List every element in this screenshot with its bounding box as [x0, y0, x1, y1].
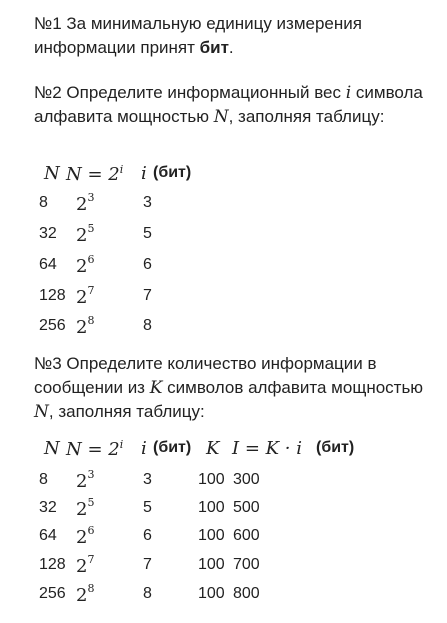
header-formula-exp: i: [119, 163, 124, 176]
cell-power: [76, 253, 94, 277]
cell-N: 32: [39, 225, 57, 242]
task3-text: [34, 352, 434, 424]
task2-text-a: №2 Определите информационный вес: [34, 83, 346, 102]
cell-K: 100: [198, 556, 225, 573]
header-unit2: (бит): [316, 439, 355, 456]
cell-i: 3: [143, 194, 152, 211]
cell-power: [76, 524, 94, 548]
task1-bold-term: бит: [199, 38, 229, 57]
power-base: 2: [76, 317, 88, 338]
cell-N: 8: [39, 471, 48, 488]
cell-i: 5: [143, 499, 152, 516]
cell-N: 64: [39, 256, 57, 273]
cell-K: 100: [198, 585, 225, 602]
task3-text-a: №3 Определите количество информации в сообщении из: [34, 354, 377, 397]
header-unit: (бит): [153, 164, 192, 181]
cell-i: 3: [143, 471, 152, 488]
cell-i: 8: [143, 585, 152, 602]
header-K: K: [206, 438, 220, 459]
header-formula: [66, 163, 123, 185]
power-exp: 8: [87, 582, 95, 595]
power-exp: 5: [87, 222, 95, 235]
cell-power: [76, 468, 94, 492]
power-exp: 5: [87, 496, 95, 509]
cell-K: 100: [198, 499, 225, 516]
power-base: 2: [76, 256, 88, 277]
header-N: N: [44, 163, 60, 184]
cell-power: [76, 314, 94, 338]
cell-N: 128: [39, 287, 66, 304]
power-base: 2: [76, 585, 88, 606]
task2-var-i: i: [345, 83, 352, 103]
task2-var-N: N: [213, 107, 229, 127]
cell-N: 8: [39, 194, 48, 211]
cell-power: [76, 582, 94, 606]
cell-i: 7: [143, 287, 152, 304]
power-base: 2: [76, 527, 88, 548]
cell-I: 300: [233, 471, 260, 488]
header-formula-base: N = 2: [66, 439, 120, 460]
cell-N: 128: [39, 556, 66, 573]
cell-I: 800: [233, 585, 260, 602]
task1-text-after: .: [228, 38, 234, 57]
power-exp: 3: [87, 468, 95, 481]
power-exp: 8: [87, 314, 95, 327]
header-formula-base: N = 2: [66, 164, 120, 185]
task3-var-N: N: [34, 402, 49, 422]
header-I-formula: I = K · i: [232, 438, 303, 459]
cell-i: 6: [143, 256, 152, 273]
cell-N: 64: [39, 527, 57, 544]
header-formula: [66, 438, 123, 460]
cell-N: 32: [39, 499, 57, 516]
header-i: i: [141, 163, 147, 184]
power-base: 2: [76, 287, 88, 308]
power-exp: 7: [87, 284, 95, 297]
task1-text: [34, 12, 434, 60]
power-exp: 6: [87, 524, 95, 537]
header-unit: (бит): [153, 439, 192, 456]
cell-K: 100: [198, 471, 225, 488]
header-i: i: [141, 438, 147, 459]
cell-i: 7: [143, 556, 152, 573]
cell-i: 6: [143, 527, 152, 544]
cell-i: 5: [143, 225, 152, 242]
power-base: 2: [76, 499, 88, 520]
power-exp: 3: [87, 191, 95, 204]
power-base: 2: [76, 471, 88, 492]
cell-K: 100: [198, 527, 225, 544]
task3-text-b: символов алфавита мощностью: [162, 378, 424, 397]
task2-text-b: символа алфавита мощностью: [34, 83, 423, 126]
cell-power: [76, 222, 94, 246]
task2-text-c: , заполняя таблицу:: [228, 107, 385, 126]
cell-i: 8: [143, 317, 152, 334]
cell-power: [76, 496, 94, 520]
power-exp: 6: [87, 253, 95, 266]
power-exp: 7: [87, 553, 95, 566]
cell-power: [76, 284, 94, 308]
cell-power: [76, 553, 94, 577]
cell-power: [76, 191, 94, 215]
task2-text: [34, 81, 429, 129]
cell-N: 256: [39, 317, 66, 334]
cell-I: 600: [233, 527, 260, 544]
cell-I: 700: [233, 556, 260, 573]
task3-text-c: , заполняя таблицу:: [48, 402, 205, 421]
power-base: 2: [76, 194, 88, 215]
task3-var-K: K: [149, 378, 163, 398]
cell-I: 500: [233, 499, 260, 516]
cell-N: 256: [39, 585, 66, 602]
power-base: 2: [76, 225, 88, 246]
task1-text-before: №1 За минимальную единицу измерения информации принят: [34, 14, 362, 57]
power-base: 2: [76, 556, 88, 577]
header-formula-exp: i: [119, 438, 124, 451]
header-N: N: [44, 438, 60, 459]
